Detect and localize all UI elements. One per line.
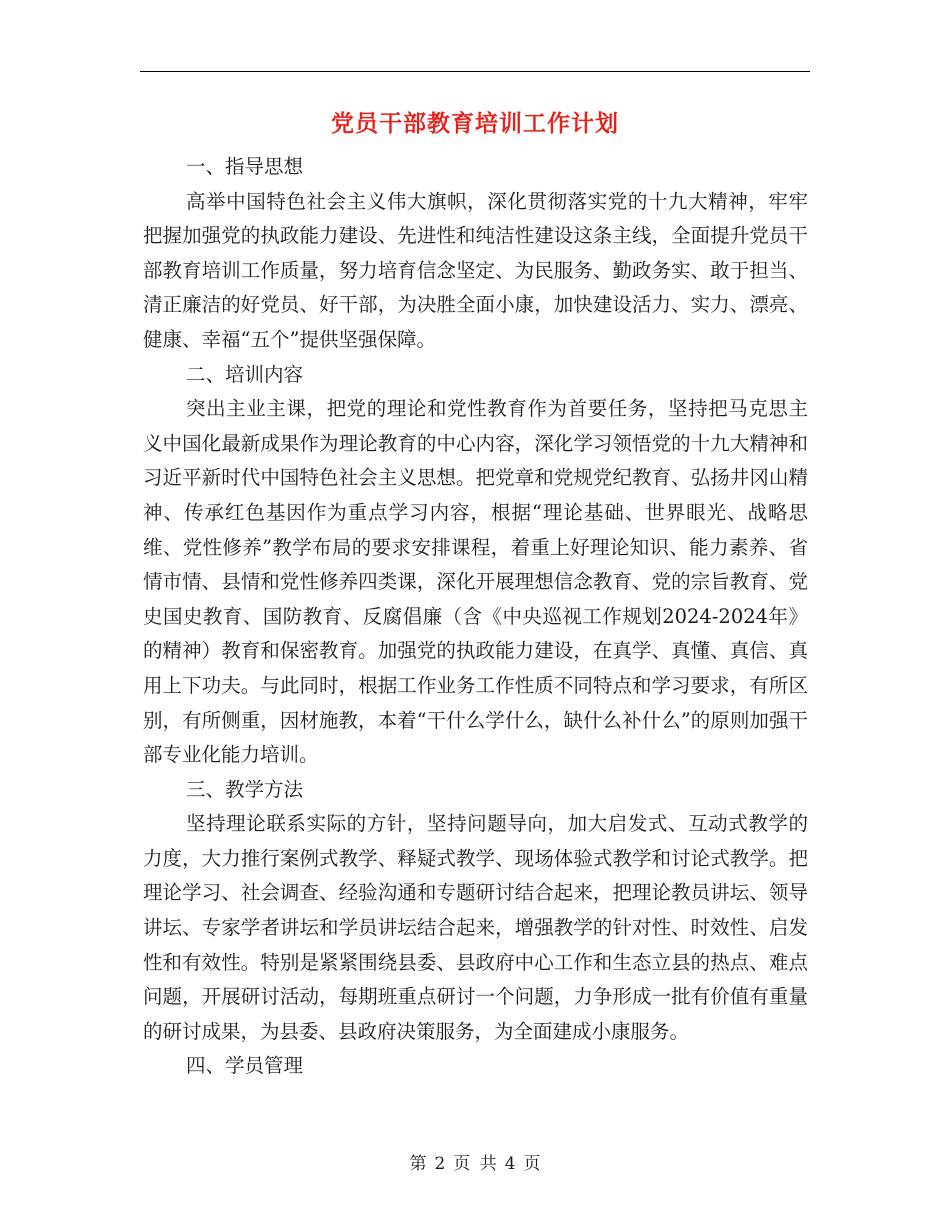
section-paragraph-3: 坚持理论联系实际的方针，坚持问题导向，加大启发式、互动式教学的力度，大力推行案例式教学、释疑式教学、现场体验式教学和讨论式教学。把理论学习、社会调查、经验沟通和专题研讨结合起来，把理论教员讲坛、领导讲坛、专家学者讲坛和学员讲坛结合起来，增强教学的针对性、时效性、启发性和有效性。特别是紧紧围绕县委、县政府中心工作和生态立县的热点、难点问题，开展研讨活动，每期班重点研讨一个问题，力争形成一批有价值有重量的研讨成果，为县委、县政府决策服务，为全面建成小康服务。	[143, 812, 808, 1043]
section-heading-3: 三、教学方法	[186, 777, 304, 801]
document-title: 党员干部教育培训工作计划	[331, 110, 619, 137]
section-paragraph-2: 突出主业主课，把党的理论和党性教育作为首要任务，坚持把马克思主义中国化最新成果作为理论教育的中心内容，深化学习领悟党的十九大精神和习近平新时代中国特色社会主义思想。把党章和党规党纪教育、弘扬井冈山精神、传承红色基因作为重点学习内容，根据“理论基础、世界眼光、战略思维、党性修养”教学布局的要求安排课程，着重上好理论知识、能力素养、省情市情、县情和党性修养四类课，深化开展理想信念教育、党的宗旨教育、党史国史教育、国防教育、反腐倡廉（含《中央巡视工作规划2024-2024年》的精神）教育和保密教育。加强党的执政能力建设，在真学、真懂、真信、真用上下功夫。与此同时，根据工作业务工作性质不同特点和学习要求，有所区别，有所侧重，因材施教，本着“干什么学什么，缺什么补什么”的原则加强干部专业化能力培训。	[143, 397, 808, 767]
document-body	[143, 150, 808, 1084]
section-heading-4: 四、学员管理	[186, 1054, 304, 1078]
footer-total-pages: 4	[504, 1154, 516, 1174]
header-rule	[140, 71, 810, 72]
footer-prefix: 第	[409, 1154, 427, 1174]
section-paragraph-1: 高举中国特色社会主义伟大旗帜，深化贯彻落实党的十九大精神，牢牢把握加强党的执政能力建设、先进性和纯洁性建设这条主线，全面提升党员干部教育培训工作质量，努力培育信念坚定、为民服务、勤政务实、敢于担当、清正廉洁的好党员、好干部，为决胜全面小康，加快建设活力、实力、漂亮、健康、幸福“五个”提供坚强保障。	[143, 189, 808, 351]
section-heading-2: 二、培训内容	[186, 362, 304, 386]
footer-page-number: 2	[434, 1154, 446, 1174]
section-heading-1: 一、指导思想	[186, 155, 304, 178]
footer-suffix: 页	[523, 1154, 541, 1174]
footer-middle: 页 共	[453, 1154, 497, 1174]
page-footer	[0, 1152, 950, 1176]
